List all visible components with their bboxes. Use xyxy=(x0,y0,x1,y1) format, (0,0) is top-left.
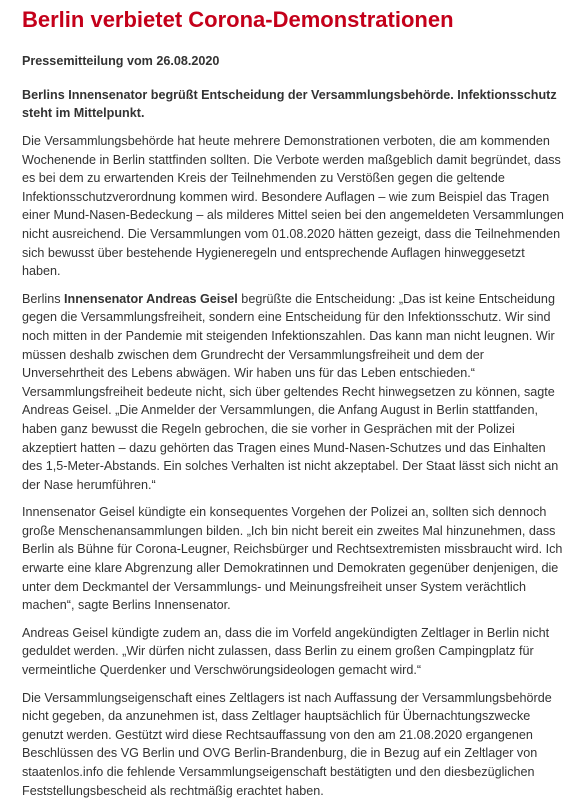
paragraph-2 xyxy=(22,290,565,495)
date-line: Pressemitteilung vom 26.08.2020 xyxy=(22,54,220,68)
paragraph-3: Innensenator Geisel kündigte ein konsequentes Vorgehen der Polizei an, sollten sich dennoch große Menschenansammlungen bilden. „Ich bin nicht bereit ein zweites Mal hinzunehmen, dass Berlin als Bühne für Corona-Leugner, Reichsbürger und Rechtsextremisten missbraucht wird. Ich erwarte eine klare Abgrenzung aller Demokratinnen und Demokraten gegenüber denjenigen, die unter dem Deckmantel der Versammlungs- und Meinungsfreiheit unser System verächtlich machen“, sagte Berlins Innensenator. xyxy=(22,505,563,613)
paragraph-4: Andreas Geisel kündigte zudem an, dass die im Vorfeld angekündigten Zeltlager in Berlin nicht geduldet werden. „Wir dürfen nicht zulassen, dass Berlin zu einem großen Campingplatz für vermeintliche Querdenker und Verschwörungsideologen gemacht wird.“ xyxy=(22,625,550,678)
paragraph-2-prefix: Berlins xyxy=(22,291,64,306)
paragraph-2-rest: begrüßte die Entscheidung: „Das ist keine Entscheidung gegen die Versammlungsfreiheit, sondern eine Entscheidung für den Infektionsschutz. Wir sind noch mitten in der Pandemie mit steigenden Infektionszahlen. Das kann man nicht leugnen. Wir müssen deshalb zwischen dem Grundrecht der Versammlungsfreiheit und dem der Unversehrtheit des Lebens abwägen. Wir haben uns für das Leben entschieden.“ Versammlungsfreiheit bedeute nicht, sich über geltendes Recht hinwegsetzen zu können, sagte Andreas Geisel. „Die Anmelder der Versammlungen, die Anfang August in Berlin stattfanden, haben ganz bewusst die Regeln gebrochen, die sie vorher in Gesprächen mit der Polizei akzeptiert hatten – dazu gehörten das Tragen eines Mund-Nasen-Schutzes und das Einhalten des 1,5-Meter-Abstands. Ein solches Verhalten ist nicht akzeptabel. Der Staat lässt sich nicht an der Nase herumführen.“ xyxy=(22,291,559,492)
speaker-name: Innensenator Andreas Geisel xyxy=(64,291,238,306)
article-body xyxy=(22,132,565,800)
lead-paragraph: Berlins Innensenator begrüßt Entscheidung der Versammlungsbehörde. Infektionsschutz steht im Mittelpunkt. xyxy=(22,88,557,120)
paragraph-1: Die Versammlungsbehörde hat heute mehrere Demonstrationen verboten, die am kommenden Wochenende in Berlin stattfinden sollten. Die Verbote werden maßgeblich damit begründet, dass es bei dem zu erwartenden Kreis der Teilnehmenden zu Verstößen gegen die geltende Infektionsschutzverordnung kommen wird. Besondere Auflagen – wie zum Beispiel das Tragen einer Mund-Nasen-Bedeckung – als milderes Mittel seien bei den angemeldeten Versammlungen nicht ausreichend. Die Versammlungen vom 01.08.2020 hätten gezeigt, dass die Teilnehmenden sich bewusst über bestehende Hygieneregeln und entsprechende Auflagen hinweggesetzt haben. xyxy=(22,134,564,279)
page-title: Berlin verbietet Corona-Demonstrationen xyxy=(22,7,454,32)
paragraph-5: Die Versammlungseigenschaft eines Zeltlagers ist nach Auffassung der Versammlungsbehörde nicht gegeben, da anzunehmen ist, dass Zeltlager hauptsächlich für Übernachtungszwecke genutzt werden. Gestützt wird diese Rechtsauffassung von den am 21.08.2020 ergangenen Beschlüssen des VG Berlin und OVG Berlin-Brandenburg, die in Bezug auf ein Zeltlager von staatenlos.info die fehlende Versammlungseigenschaft bestätigten und den diesbezüglichen Feststellungsbescheid als rechtmäßig erachtet haben. xyxy=(22,690,552,798)
